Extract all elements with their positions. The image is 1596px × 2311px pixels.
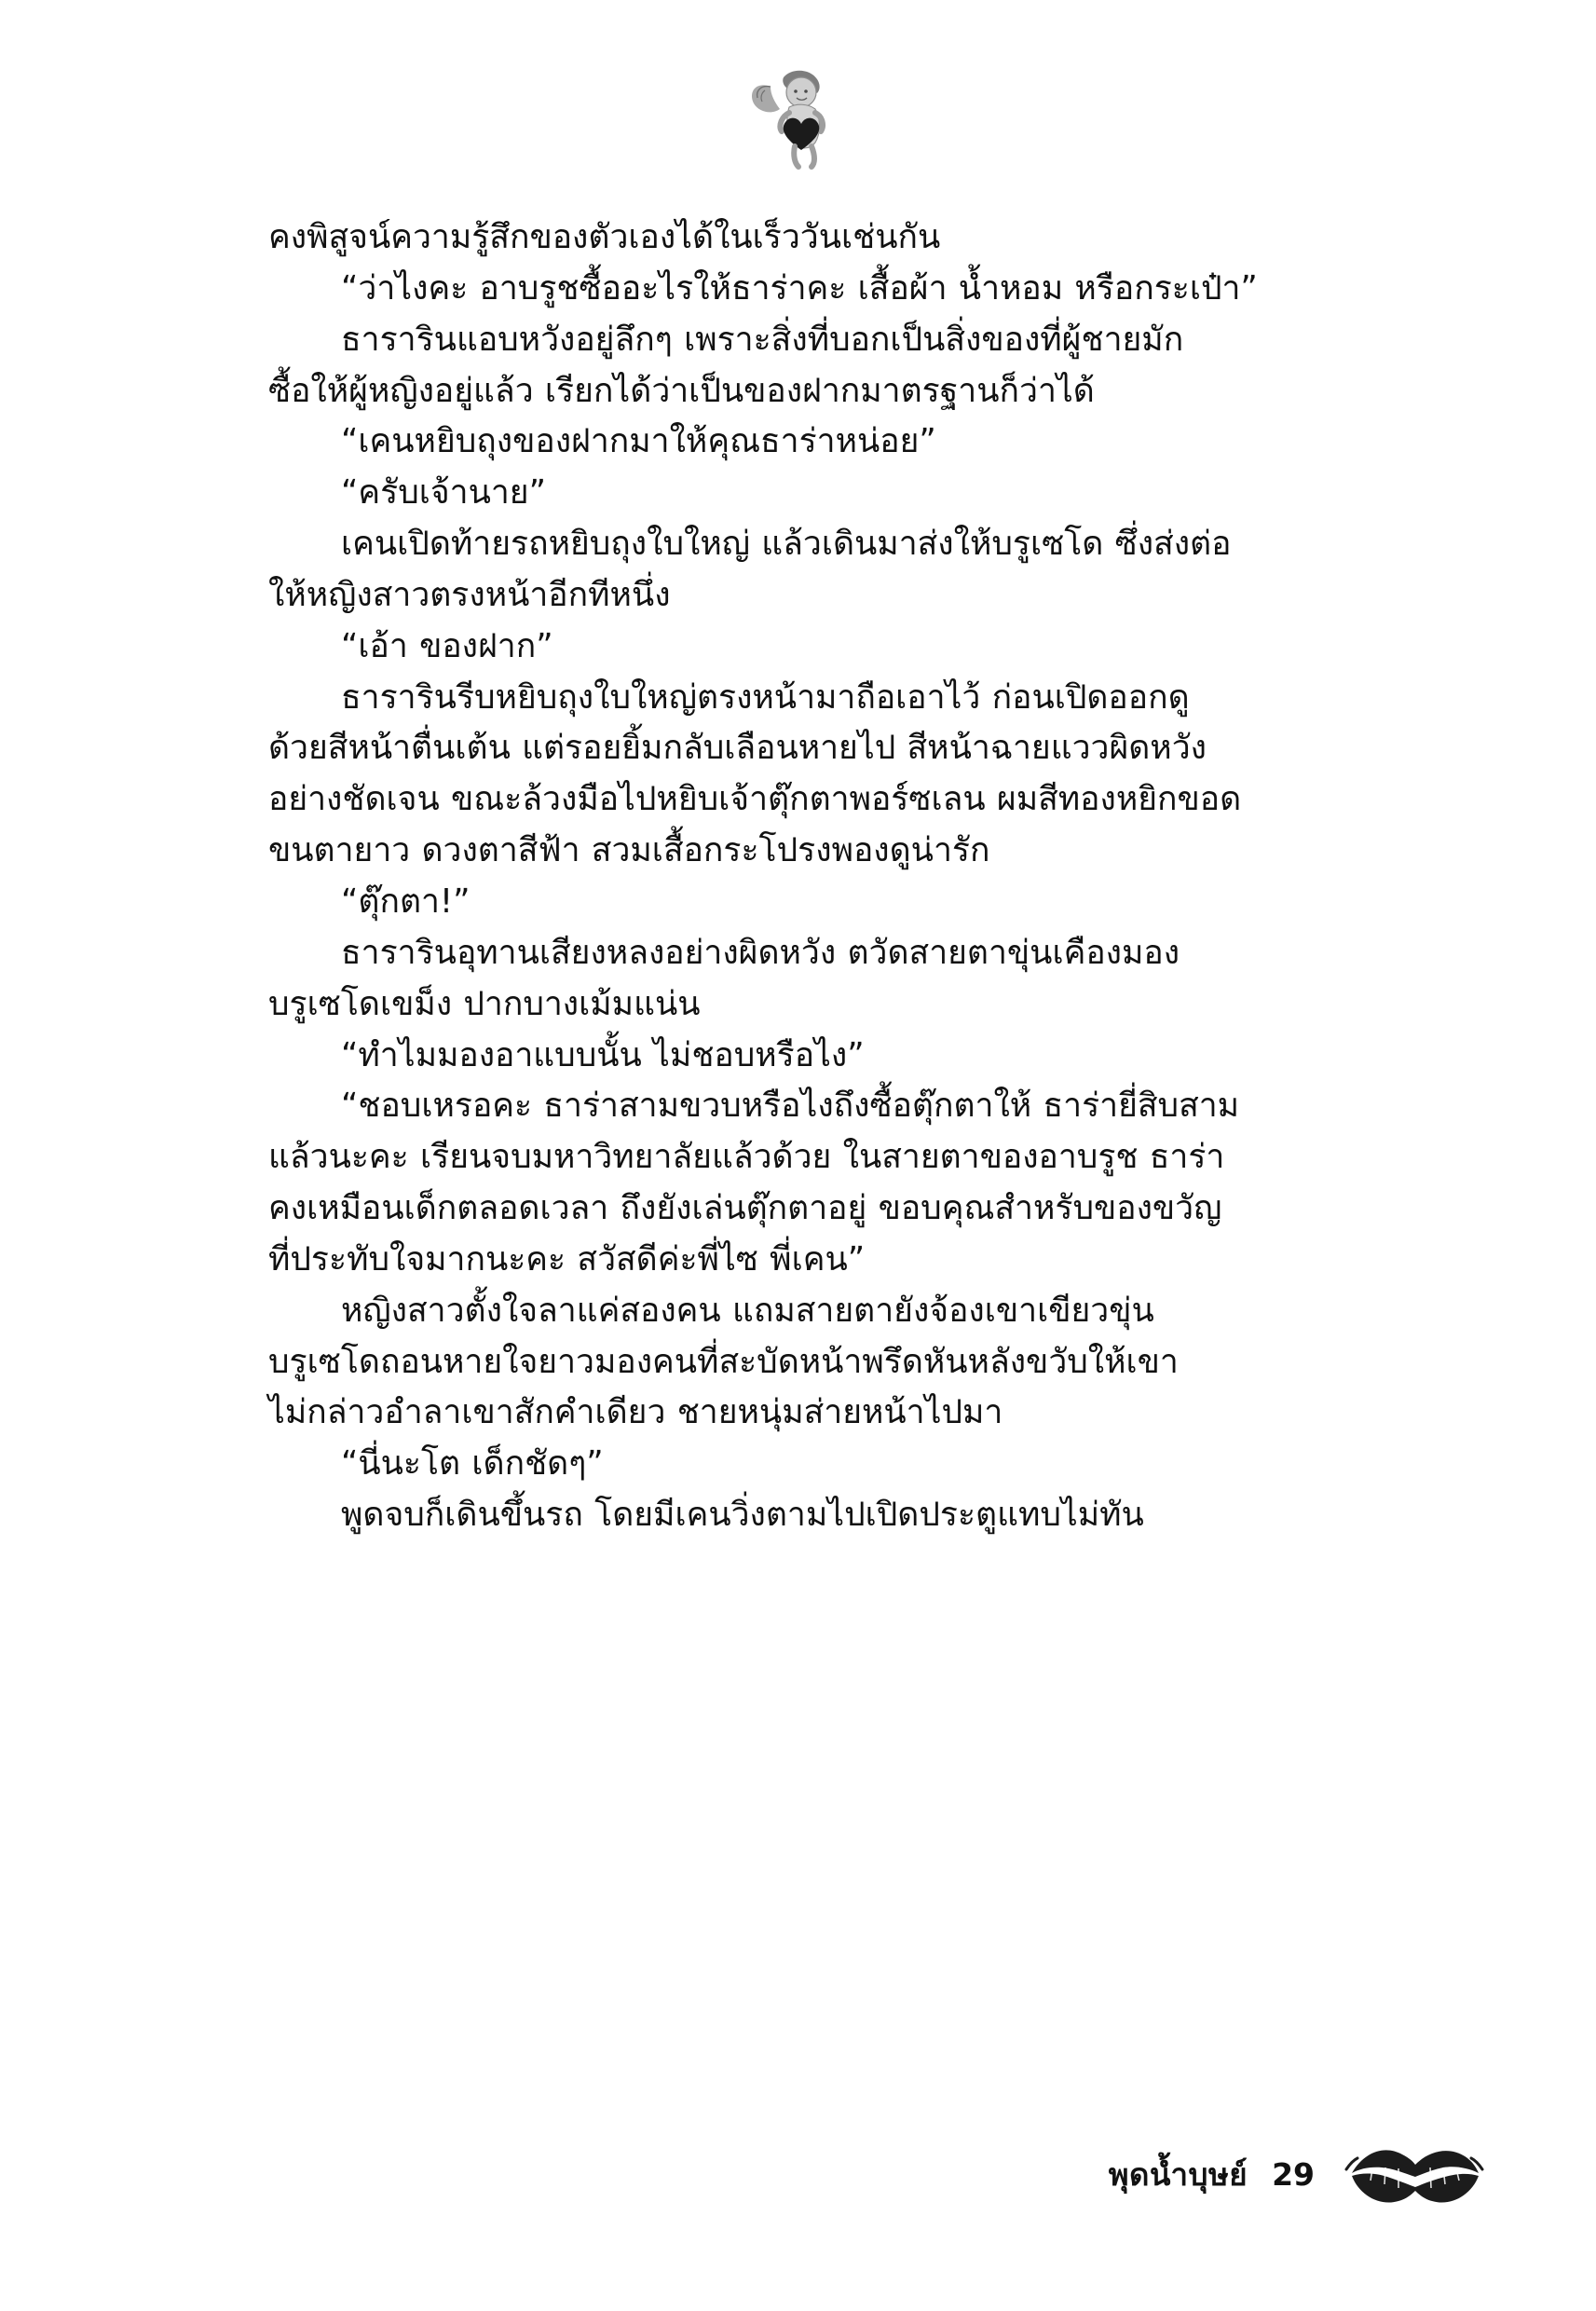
paragraph-line: บรูเซโดถอนหายใจยาวมองคนที่สะบัดหน้าพรึดหันหลังขวับให้เขา bbox=[268, 1342, 1179, 1381]
lips-kiss-icon bbox=[1344, 2138, 1484, 2210]
paragraph-line: ด้วยสีหน้าตื่นเต้น แต่รอยยิ้มกลับเลือนหายไป สีหน้าฉายแววผิดหวัง bbox=[268, 729, 1207, 768]
paragraph-line: เคนเปิดท้ายรถหยิบถุงใบใหญ่ แล้วเดินมาส่งให้บรูเซโด ซึ่งส่งต่อ bbox=[341, 525, 1232, 564]
paragraph-line: ธารารินอุทานเสียงหลงอย่างผิดหวัง ตวัดสายตาขุ่นเคืองมอง bbox=[341, 933, 1180, 972]
paragraph-line: บรูเซโดเขม็ง ปากบางเม้มแน่น bbox=[268, 984, 701, 1023]
paragraph-line: ซื้อให้ผู้หญิงอยู่แล้ว เรียกได้ว่าเป็นของฝากมาตรฐานก็ว่าได้ bbox=[268, 371, 1095, 410]
paragraph-line: “ตุ๊กตา!” bbox=[341, 882, 471, 921]
header-ornament bbox=[0, 56, 1596, 177]
page-footer bbox=[1109, 2138, 1484, 2210]
paragraph-line: คงพิสูจน์ความรู้สึกของตัวเองได้ในเร็ววันเช่นกัน bbox=[268, 218, 941, 256]
paragraph-line: ธารารินแอบหวังอยู่ลึกๆ เพราะสิ่งที่บอกเป็นสิ่งของที่ผู้ชายมัก bbox=[341, 320, 1184, 359]
cupid-with-heart-icon bbox=[743, 61, 854, 172]
paragraph-line: “ครับเจ้านาย” bbox=[341, 473, 547, 513]
paragraph-line: หญิงสาวตั้งใจลาแค่สองคน แถมสายตายังจ้องเขาเขียวขุ่น bbox=[341, 1291, 1154, 1330]
paragraph-line: ไม่กล่าวอำลาเขาสักคำเดียว ชายหนุ่มส่ายหน้าไปมา bbox=[268, 1393, 1003, 1432]
paragraph-line: ธารารินรีบหยิบถุงใบใหญ่ตรงหน้ามาถือเอาไว้ ก่อนเปิดออกดู bbox=[341, 677, 1190, 717]
page-body bbox=[268, 212, 1424, 1541]
paragraph-line: “ว่าไงคะ อาบรูชซื้ออะไรให้ธาร่าคะ เสื้อผ้า น้ำหอม หรือกระเป๋า” bbox=[341, 268, 1258, 308]
paragraph-line: แล้วนะคะ เรียนจบมหาวิทยาลัยแล้วด้วย ในสายตาของอาบรูช ธาร่า bbox=[268, 1138, 1225, 1177]
paragraph-line: “ทำไมมองอาแบบนั้น ไม่ชอบหรือไง” bbox=[341, 1035, 865, 1074]
paragraph-line: อย่างชัดเจน ขณะล้วงมือไปหยิบเจ้าตุ๊กตาพอร์ซเลน ผมสีทองหยิกขอด bbox=[268, 780, 1242, 819]
paragraph-line: พูดจบก็เดินขึ้นรถ โดยมีเคนวิ่งตามไปเปิดประตูแทบไม่ทัน bbox=[341, 1496, 1144, 1535]
paragraph-line: ให้หญิงสาวตรงหน้าอีกทีหนึ่ง bbox=[268, 575, 671, 614]
page-number: 29 bbox=[1272, 2155, 1315, 2193]
paragraph-line: ที่ประทับใจมากนะคะ สวัสดีค่ะพี่ไซ พี่เคน” bbox=[268, 1239, 866, 1279]
paragraph-line: ขนตายาว ดวงตาสีฟ้า สวมเสื้อกระโปรงพองดูน่ารัก bbox=[268, 831, 990, 870]
paragraph-line: “ชอบเหรอคะ ธาร่าสามขวบหรือไงถึงซื้อตุ๊กตาให้ ธาร่ายี่สิบสาม bbox=[341, 1087, 1240, 1126]
paragraph-line: “เอ้า ของฝาก” bbox=[341, 626, 553, 665]
book-title: พุดน้ำบุษย์ bbox=[1108, 2155, 1248, 2193]
paragraph-line: “นี่นะโต เด็กชัดๆ” bbox=[341, 1444, 604, 1484]
paragraph-line: “เคนหยิบถุงของฝากมาให้คุณธาร่าหน่อย” bbox=[341, 422, 936, 461]
paragraph-line: คงเหมือนเด็กตลอดเวลา ถึงยังเล่นตุ๊กตาอยู่ ขอบคุณสำหรับของขวัญ bbox=[268, 1189, 1222, 1228]
